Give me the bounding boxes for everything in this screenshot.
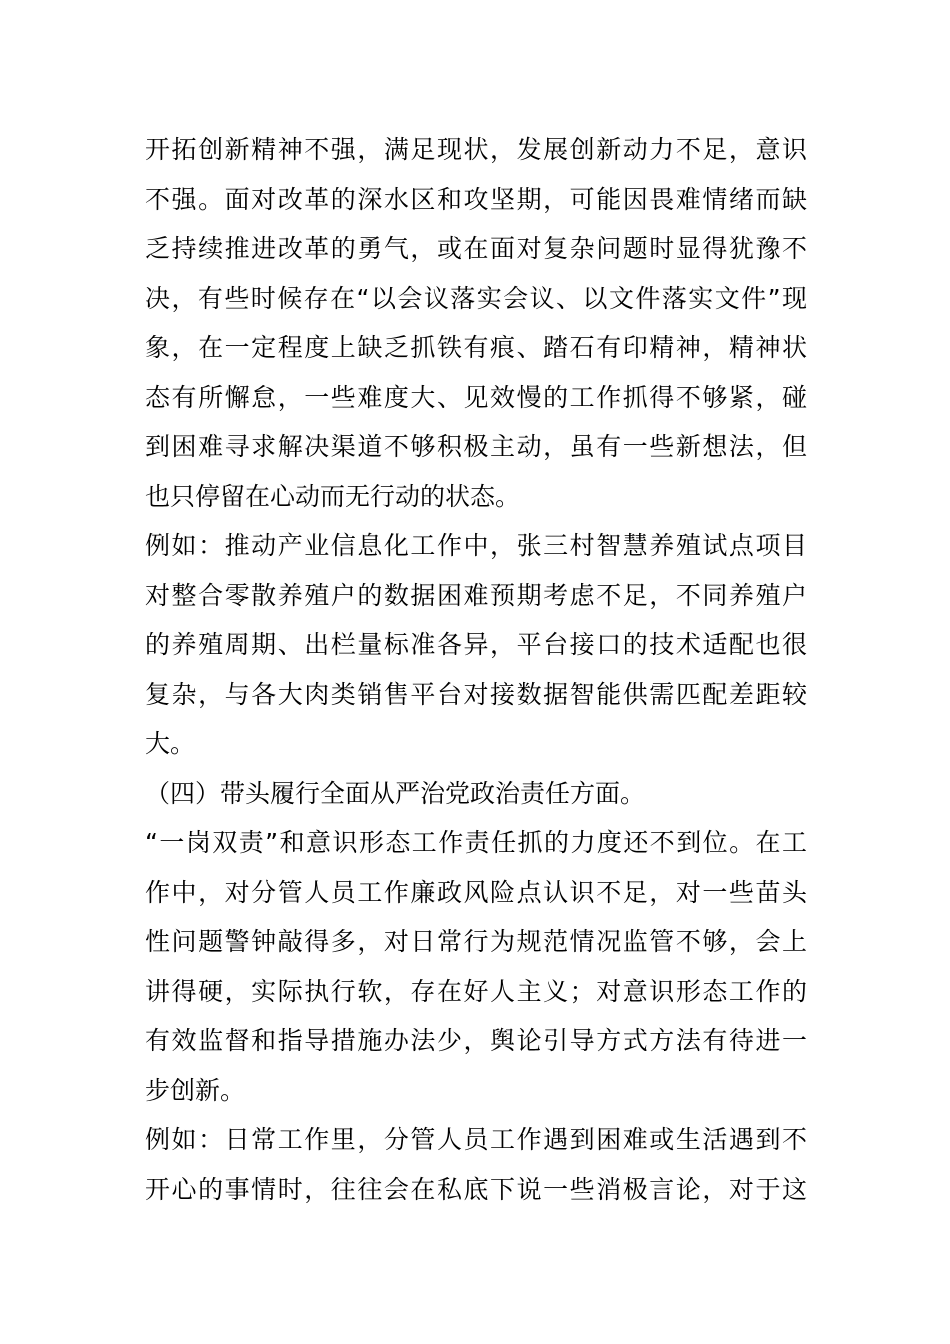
text-line: 决，有些时候存在“以会议落实会议、以文件落实文件”现 [145, 283, 807, 313]
text-line: 态有所懈怠，一些难度大、见效慢的工作抓得不够紧，碰 [145, 382, 807, 412]
text-line: 例如：日常工作里，分管人员工作遇到困难或生活遇到不 [145, 1125, 807, 1154]
text-line: 的养殖周期、出栏量标准各异，平台接口的技术适配也很 [145, 630, 807, 659]
text-line: 开心的事情时，往往会在私底下说一些消极言论，对于这 [145, 1174, 807, 1204]
document-body [145, 125, 807, 1214]
text-line: 象，在一定程度上缺乏抓铁有痕、踏石有印精神，精神状 [145, 333, 807, 362]
text-line: 有效监督和指导措施办法少，舆论引导方式方法有待进一 [145, 1026, 807, 1055]
text-line: 对整合零散养殖户的数据困难预期考虑不足，不同养殖户 [145, 580, 807, 610]
text-line: 例如：推动产业信息化工作中，张三村智慧养殖试点项目 [145, 531, 807, 560]
text-line: 复杂，与各大肉类销售平台对接数据智能供需匹配差距较 [145, 679, 807, 709]
text-line-paragraph-end: 也只停留在心动而无行动的状态。 [145, 481, 521, 511]
text-line: 作中，对分管人员工作廉政风险点认识不足，对一些苗头 [145, 877, 807, 907]
text-line: 开拓创新精神不强，满足现状，发展创新动力不足，意识 [145, 135, 807, 164]
text-line-paragraph-end: 步创新。 [145, 1075, 246, 1105]
text-line: 性问题警钟敲得多，对日常行为规范情况监管不够，会上 [145, 927, 807, 956]
text-line: “一岗双责”和意识形态工作责任抓的力度还不到位。在工 [145, 828, 807, 857]
text-line: 到困难寻求解决渠道不够积极主动，虽有一些新想法，但 [145, 432, 807, 461]
text-line: 讲得硬，实际执行软，存在好人主义；对意识形态工作的 [145, 976, 807, 1006]
text-line: 不强。面对改革的深水区和攻坚期，可能因畏难情绪而缺 [145, 184, 807, 214]
text-line: 乏持续推进改革的勇气，或在面对复杂问题时显得犹豫不 [145, 234, 807, 263]
section-heading: （四）带头履行全面从严治党政治责任方面。 [145, 778, 646, 808]
text-line-paragraph-end: 大。 [145, 729, 196, 758]
